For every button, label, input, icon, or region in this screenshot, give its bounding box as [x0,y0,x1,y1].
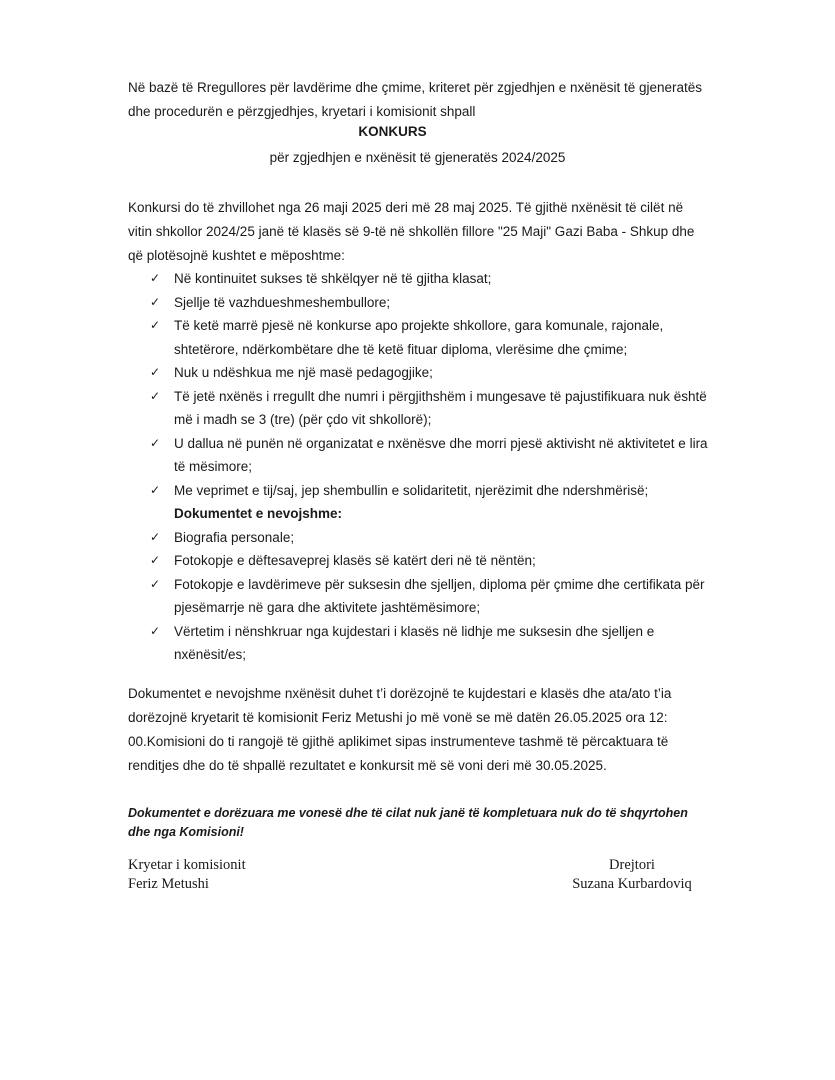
list-item: ✓ Nuk u ndëshkua me një masë pedagogjike; [150,361,710,385]
list-item: ✓ Në kontinuitet sukses të shkëlqyer në të gjitha klasat; [150,267,710,291]
intro-paragraph: Në bazë të Rregullores për lavdërime dhe çmime, kriteret për zgjedhjen e nxënësit të gjeneratës dhe procedurën e përzgjedhjes, kryetari i komisionit shpall [128,80,703,119]
checkmark-icon: ✓ [150,623,161,638]
checkmark-icon: ✓ [150,388,161,403]
body-paragraph: Konkursi do të zhvillohet nga 26 maji 2025 deri më 28 maj 2025. Të gjithë nxënësit të cilët në vitin shkollor 2024/25 janë të klasës së 9-të në shkollën fillore "25 Maji" Gazi Baba - Shkup dhe që plotësojnë kushtet e mëposhtme: [128,200,695,263]
checkmark-icon: ✓ [150,294,161,309]
signature-right-name: Suzana Kurbardoviq [572,876,692,892]
document-title: KONKURS [358,124,427,139]
checkmark-icon: ✓ [150,318,161,332]
documents-heading: Dokumentet e nevojshme: [174,506,343,521]
checkmark-icon: ✓ [150,553,161,567]
signature-left-role: Kryetar i komisionit [128,857,246,873]
document-subtitle: për zgjedhjen e nxënësit të gjeneratës 2024/2025 [269,150,566,165]
list-item: ✓ U dallua në punën në organizatat e nxënësve dhe morri pjesë aktivisht në aktivitetet e lira të mësimore; [150,432,710,479]
list-item: ✓ Fotokopje e dëftesaveprej klasës së katërt deri në të nëntën; [150,549,710,573]
list-item: ✓ Të jetë nxënës i rregullt dhe numri i përgjithshëm i mungesave të pajustifikuara nuk është më i madh se 3 (tre) (për çdo vit shkollorë); [150,385,710,432]
signature-left [128,856,246,894]
checkmark-icon: ✓ [150,435,161,450]
signature-right-role: Drejtori [609,857,655,873]
list-item: ✓ Vërtetim i nënshkruar nga kujdestari i klasës në lidhje me suksesin dhe sjelljen e nxënësit/es; [150,620,710,667]
list-item: ✓ Biografia personale; [150,526,710,550]
list-item: ✓ Sjellje të vazhdueshmeshembullore; [150,291,710,315]
list-item: ✓ Të ketë marrë pjesë në konkurse apo projekte shkollore, gara komunale, rajonale, shtetërore, ndërkombëtare dhe të ketë fituar diploma, vlerësime dhe çmime; [150,314,710,361]
checkmark-icon: ✓ [150,529,161,544]
closing-paragraph: Dokumentet e nevojshme nxënësit duhet t’i dorëzojnë te kujdestari e klasës dhe ata/ato t’ia dorëzojnë kryetarit të komisionit Feriz Metushi jo më vonë se më datën 26.05.2025 ora 12: 00.Komisioni do ti rangojë të gjithë aplikimet sipas instrumenteve tashmë të përcaktuara të renditjes dhe do të shpallë rezultatet e konkursit më së voni deri më 30.05.2025. [128,686,672,773]
warning-note: Dokumentet e dorëzuara me vonesë dhe të cilat nuk janë të kompletuara nuk do të shqyrtohen dhe nga Komisioni! [128,806,688,839]
list-item: ✓ Me veprimet e tij/saj, jep shembullin e solidaritetit, njerëzimit dhe ndershmërisë; [150,479,710,503]
checkmark-icon: ✓ [150,482,161,497]
list-item: ✓ Fotokopje e lavdërimeve për suksesin dhe sjelljen, diploma për çmime dhe certifikata për pjesëmarrje në gara dhe aktivitete jashtëmësimore; [150,573,710,620]
criteria-list [150,267,710,667]
checkmark-icon: ✓ [150,576,161,591]
signature-left-name: Feriz Metushi [128,876,209,892]
signature-right [562,856,702,894]
checkmark-icon: ✓ [150,365,161,379]
checkmark-icon: ✓ [150,271,161,285]
